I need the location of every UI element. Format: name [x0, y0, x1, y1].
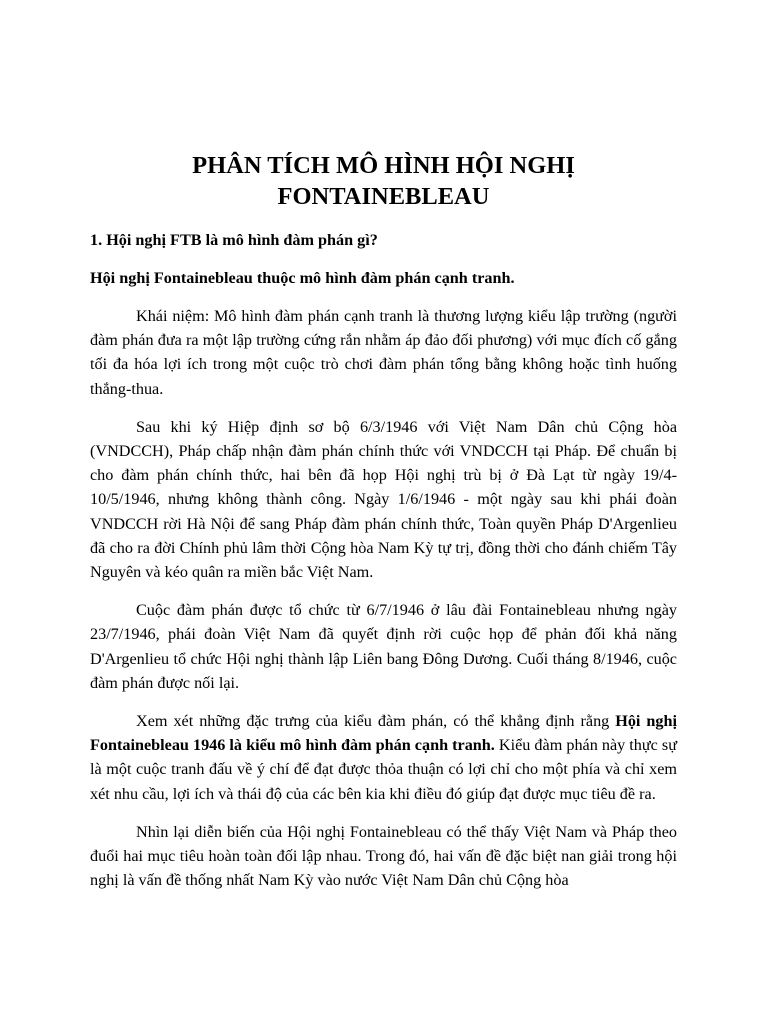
paragraph-definition: Khái niệm: Mô hình đàm phán cạnh tranh là thương lượng kiểu lập trường (người đàm phán đưa ra một lập trường cứng rắn nhằm áp đảo đối phương) với mục đích cố gắng tối đa hóa lợi ích trong một cuộc trò chơi đàm phán tổng bằng không hoặc tình huống thắng-thua. — [90, 307, 677, 398]
section-subheading: Hội nghị Fontainebleau thuộc mô hình đàm phán cạnh tranh. — [90, 269, 515, 287]
paragraph-conclusion-text-end: Kiểu đàm phán này thực sự là một cuộc tranh đấu về ý chí để đạt được thỏa thuận có lợi chỉ cho một phía và chỉ xem xét nhu cầu, lợi ích và thái độ của các bên kia khi điều đó giúp đạt được mục tiêu đề ra. — [90, 736, 677, 803]
paragraph-negotiation-timeline: Cuộc đàm phán được tổ chức từ 6/7/1946 ở lâu đài Fontainebleau nhưng ngày 23/7/1946, phái đoàn Việt Nam đã quyết định rời cuộc họp để phản đối khả năng D'Argenlieu tổ chức Hội nghị thành lập Liên bang Đông Dương. Cuối tháng 8/1946, cuộc đàm phán được nối lại. — [90, 601, 677, 692]
paragraph-conclusion — [90, 709, 677, 806]
title-line-2: FONTAINEBLEAU — [277, 183, 490, 210]
paragraph-conclusion-emphasis: Hội nghị Fontainebleau 1946 là kiểu mô hình đàm phán cạnh tranh. — [90, 712, 678, 755]
document-page — [90, 150, 677, 906]
title-line-1: PHÂN TÍCH MÔ HÌNH HỘI NGHỊ — [192, 152, 575, 179]
paragraph-review: Nhìn lại diễn biến của Hội nghị Fontainebleau có thể thấy Việt Nam và Pháp theo đuổi hai mục tiêu hoàn toàn đối lập nhau. Trong đó, hai vấn đề đặc biệt nan giải trong hội nghị là vấn đề thống nhất Nam Kỳ vào nước Việt Nam Dân chủ Cộng hòa — [90, 822, 677, 890]
section-heading: 1. Hội nghị FTB là mô hình đàm phán gì? — [90, 231, 378, 249]
paragraph-conclusion-text-start: Xem xét những đặc trưng của kiểu đàm phán, có thể khẳng định rằng — [136, 712, 616, 731]
page-title — [90, 150, 677, 212]
paragraph-background: Sau khi ký Hiệp định sơ bộ 6/3/1946 với Việt Nam Dân chủ Cộng hòa (VNDCCH), Pháp chấp nhận đàm phán chính thức với VNDCCH tại Pháp. Để chuẩn bị cho đàm phán chính thức, hai bên đã họp Hội nghị trù bị ở Đà Lạt từ ngày 19/4-10/5/1946, nhưng không thành công. Ngày 1/6/1946 - một ngày sau khi phái đoàn VNDCCH rời Hà Nội để sang Pháp đàm phán chính thức, Toàn quyền Pháp D'Argenlieu đã cho ra đời Chính phủ lâm thời Cộng hòa Nam Kỳ tự trị, đồng thời cho đánh chiếm Tây Nguyên và kéo quân ra miền bắc Việt Nam. — [90, 417, 677, 582]
